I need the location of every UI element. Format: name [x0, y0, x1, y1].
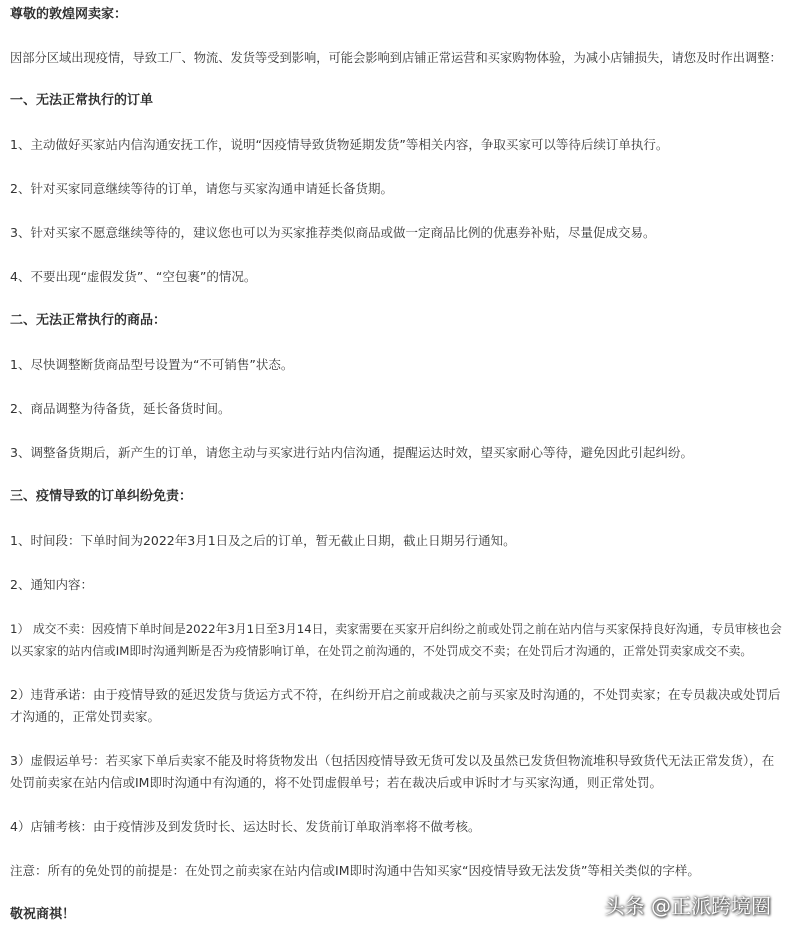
section3-time-period: 1、时间段：下单时间为2022年3月1日及之后的订单，暂无截止日期，截止日期另行通知。	[10, 533, 516, 548]
section1-title: 一、无法正常执行的订单	[10, 93, 154, 108]
notice-item-1: 1） 成交不卖：因疫情下单时间是2022年3月1日至3月14日，卖家需要在买家开启纠纷之前或处罚之前在站内信与买家保持良好沟通，专员审核也会以买家家的站内信或IM即时沟通判断是否为疫情影响订单，在处罚之前沟通的，不处罚成交不卖；在处罚后才沟通的，正常处罚卖家成交不卖。	[10, 622, 782, 658]
section1-item-2: 2、针对买家同意继续等待的订单，请您与买家沟通申请延长备货期。	[10, 181, 393, 196]
section1-item-1: 1、主动做好买家站内信沟通安抚工作，说明“因疫情导致货物延期发货”等相关内容，争取买家可以等待后续订单执行。	[10, 137, 669, 152]
watermark: 头条 @正派跨境圈	[604, 894, 771, 918]
section3-title: 三、疫情导致的订单纠纷免责：	[10, 489, 193, 504]
greeting: 尊敬的敦煌网卖家：	[10, 7, 128, 22]
section1-item-4: 4、不要出现“虚假发货”、“空包裹”的情况。	[10, 269, 257, 284]
notice-item-4: 4）店铺考核：由于疫情涉及到发货时长、运达时长、发货前订单取消率将不做考核。	[10, 819, 481, 834]
section1-item-3: 3、针对买家不愿意继续等待的，建议您也可以为买家推荐类似商品或做一定商品比例的优惠券补贴，尽量促成交易。	[10, 225, 656, 240]
intro-paragraph: 因部分区域出现疫情，导致工厂、物流、发货等受到影响，可能会影响到店铺正常运营和买家购物体验，为减小店铺损失，请您及时作出调整：	[10, 51, 782, 65]
section2-item-1: 1、尽快调整断货商品型号设置为“不可销售”状态。	[10, 357, 294, 372]
notice-item-3: 3）虚假运单号：若买家下单后卖家不能及时将货物发出（包括因疫情导致无货可发以及虽然已发货但物流堆积导致货代无法正常发货），在处罚前卖家在站内信或IM即时沟通中有沟通的，将不处罚虚假单号；若在裁决后或申诉时才与买家沟通，则正常处罚。	[10, 753, 775, 790]
section2-title: 二、无法正常执行的商品：	[10, 313, 167, 328]
section2-item-3: 3、调整备货期后，新产生的订单，请您主动与买家进行站内信沟通，提醒运达时效，望买家耐心等待，避免因此引起纠纷。	[10, 445, 693, 460]
section3-notice-label: 2、通知内容：	[10, 577, 93, 592]
section2-item-2: 2、商品调整为待备货，延长备货时间。	[10, 401, 231, 416]
notice-item-2: 2）违背承诺：由于疫情导致的延迟发货与货运方式不符，在纠纷开启之前或裁决之前与买家及时沟通的，不处罚卖家；在专员裁决或处罚后才沟通的，正常处罚卖家。	[10, 687, 781, 724]
section3-note: 注意：所有的免处罚的前提是：在处罚之前卖家在站内信或IM即时沟通中告知买家“因疫情导致无法发货”等相关类似的字样。	[10, 863, 700, 878]
closing: 敬祝商祺！	[10, 907, 76, 922]
